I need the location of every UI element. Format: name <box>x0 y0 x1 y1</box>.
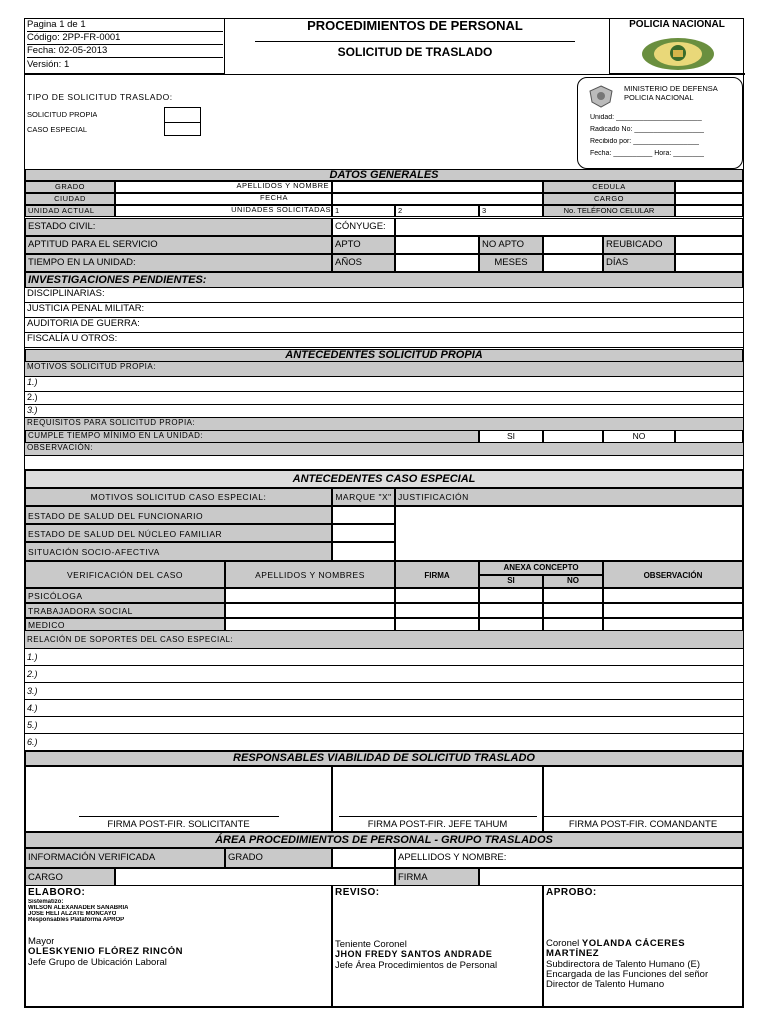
soportes-label: RELACIÓN DE SOPORTES DEL CASO ESPECIAL: <box>25 631 743 649</box>
observacion-blank[interactable] <box>25 456 743 470</box>
form-code: Código: 2PP-FR-0001 <box>27 32 223 45</box>
inv-disciplinarias[interactable]: DISCIPLINARIAS: <box>25 288 743 303</box>
unidad-3-field[interactable]: 3 <box>479 205 543 217</box>
verif-psicologa-label: PSICÓLOGA <box>25 588 225 603</box>
firma-solicitante-box[interactable] <box>25 766 332 832</box>
motivos-propia-label: MOTIVOS SOLICITUD PROPIA: <box>25 362 743 377</box>
trabajadora-no-field[interactable] <box>543 603 603 618</box>
grado-label: GRADO <box>25 181 115 193</box>
elaboro-persona-1: WILSON ALEXANADER SANABRIA <box>28 905 129 911</box>
firma-comandante-label: FIRMA POST-FIR. COMANDANTE <box>568 819 718 830</box>
motivo-socio-afectiva: SITUACIÓN SOCIO-AFECTIVA <box>25 542 332 561</box>
motivo-propia-1[interactable]: 1.) <box>25 377 743 392</box>
cedula-field[interactable] <box>675 181 743 193</box>
inv-auditoria[interactable]: AUDITORIA DE GUERRA: <box>25 318 743 333</box>
tipo-especial-label: CASO ESPECIAL <box>27 125 88 134</box>
form-page <box>24 18 744 1008</box>
form-subtitle: SOLICITUD DE TRASLADO <box>337 45 493 59</box>
psicologa-firma-field[interactable] <box>395 588 479 603</box>
cargo-field[interactable] <box>675 193 743 205</box>
stamp-fecha-hora: Fecha: __________ Hora: ________ <box>590 150 705 157</box>
elaboro-box <box>25 885 332 1007</box>
trabajadora-nombre-field[interactable] <box>225 603 395 618</box>
trabajadora-obs-field[interactable] <box>603 603 743 618</box>
motivo-salud-familiar: ESTADO DE SALUD DEL NÚCLEO FAMILIAR <box>25 524 332 542</box>
area-cargo-field[interactable] <box>115 868 395 886</box>
medico-nombre-field[interactable] <box>225 618 395 631</box>
tipo-especial-checkbox[interactable] <box>164 122 201 136</box>
medico-no-field[interactable] <box>543 618 603 631</box>
psicologa-obs-field[interactable] <box>603 588 743 603</box>
aprobo-label: APROBÓ: <box>546 887 597 898</box>
soporte-1[interactable]: 1.) <box>25 649 743 666</box>
verif-observacion-label: OBSERVACIÓN <box>603 561 743 588</box>
cumple-tiempo-label: CUMPLE TIEMPO MÍNIMO EN LA UNIDAD: <box>25 430 479 443</box>
unidad-2-field[interactable]: 2 <box>395 205 479 217</box>
apellidos-label: APELLIDOS Y NOMBRE <box>236 181 329 190</box>
psicologa-nombre-field[interactable] <box>225 588 395 603</box>
justificacion-label: JUSTIFICACIÓN <box>395 488 743 506</box>
reviso-name: JHON FREDY SANTOS ANDRADE <box>335 949 493 959</box>
marque-x-label: MARQUE "X" <box>332 488 395 506</box>
anexa-no-label: NO <box>543 575 603 588</box>
cargo-label: CARGO <box>543 193 675 205</box>
cumple-no-label: NO <box>603 430 675 443</box>
info-verificada-label: INFORMACIÓN VERIFICADA <box>25 848 225 868</box>
area-firma-label: FIRMA <box>395 868 479 886</box>
elaboro-label: ELABORO: <box>28 887 86 898</box>
motivo-propia-3[interactable]: 3.) <box>25 405 743 418</box>
justificacion-field[interactable] <box>395 506 743 561</box>
reubicado-field[interactable] <box>675 236 743 254</box>
area-grado-field[interactable] <box>332 848 395 868</box>
inv-fiscalia[interactable]: FISCALÍA U OTROS: <box>25 333 743 348</box>
header-meta <box>25 19 225 74</box>
medico-obs-field[interactable] <box>603 618 743 631</box>
medico-si-field[interactable] <box>479 618 543 631</box>
verif-firma-label: FIRMA <box>395 561 479 588</box>
meses-field[interactable] <box>543 254 603 272</box>
aprobo-name-2: MARTÍNEZ <box>546 948 600 959</box>
elaboro-responsables: Responsables Plataforma APROP <box>28 917 125 923</box>
cumple-si-label: SI <box>479 430 543 443</box>
cedula-label: CEDULA <box>543 181 675 193</box>
reviso-box <box>332 885 543 1007</box>
apto-field[interactable] <box>395 236 479 254</box>
anexa-concepto-label: ANEXA CONCEPTO <box>479 561 603 575</box>
area-apellidos-field[interactable]: APELLIDOS Y NOMBRE: <box>395 848 743 868</box>
telefono-label: No. TELÉFONO CELULAR <box>543 205 675 217</box>
reviso-role: Jefe Área Procedimientos de Personal <box>335 960 498 971</box>
psicologa-no-field[interactable] <box>543 588 603 603</box>
observacion-label: OBSERVACIÓN: <box>25 443 743 456</box>
motivos-especial-label: MOTIVOS SOLICITUD CASO ESPECIAL: <box>25 488 332 506</box>
soporte-3[interactable]: 3.) <box>25 683 743 700</box>
psicologa-si-field[interactable] <box>479 588 543 603</box>
area-firma-field[interactable] <box>479 868 743 886</box>
estado-civil-label: ESTADO CIVIL: <box>25 218 332 236</box>
motivo-propia-2[interactable]: 2.) <box>25 392 743 405</box>
trabajadora-si-field[interactable] <box>479 603 543 618</box>
medico-firma-field[interactable] <box>395 618 479 631</box>
cumple-si-field[interactable] <box>543 430 603 443</box>
aprobo-role-2: Encargada de las Funciones del señor <box>546 969 709 980</box>
unidades-solicitadas-label: UNIDADES SOLICITADAS <box>231 205 331 214</box>
stamp-radicado: Radicado No: __________________ <box>590 126 705 133</box>
stamp-recibido: Recibido por: _________________ <box>590 138 700 145</box>
tipo-label: TIPO DE SOLICITUD TRASLADO: <box>27 92 173 102</box>
firma-comandante-box[interactable] <box>543 766 743 832</box>
no-apto-label: NO APTO <box>479 236 543 254</box>
area-grado-label: GRADO <box>225 848 332 868</box>
elaboro-role: Jefe Grupo de Ubicación Laboral <box>28 957 167 968</box>
aprobo-name-1: YOLANDA CÁCERES <box>581 938 686 949</box>
anos-label: AÑOS <box>332 254 395 272</box>
responsables-header: RESPONSABLES VIABILIDAD DE SOLICITUD TRASLADO <box>25 751 743 766</box>
datos-generales-header: DATOS GENERALES <box>25 169 743 181</box>
verificacion-label: VERIFICACIÓN DEL CASO <box>25 561 225 588</box>
firma-solicitante-label: FIRMA POST-FIR. SOLICITANTE <box>107 819 250 830</box>
reviso-label: REVISO: <box>335 887 380 898</box>
no-apto-field[interactable] <box>543 236 603 254</box>
org-name: POLICIA NACIONAL <box>629 19 725 30</box>
org-logo-box <box>609 19 745 74</box>
form-title: PROCEDIMIENTOS DE PERSONAL <box>307 19 523 33</box>
reubicado-label: REUBICADO <box>603 236 675 254</box>
soporte-4[interactable]: 4.) <box>25 700 743 717</box>
antecedentes-especial-header: ANTECEDENTES CASO ESPECIAL <box>25 470 743 488</box>
area-header: ÁREA PROCEDIMIENTOS DE PERSONAL - GRUPO TRASLADOS <box>25 832 743 848</box>
soporte-6[interactable]: 6.) <box>25 734 743 751</box>
marque-socio-afectiva[interactable] <box>332 542 395 561</box>
anexa-si-label: SI <box>479 575 543 588</box>
motivo-salud-funcionario: ESTADO DE SALUD DEL FUNCIONARIO <box>25 506 332 524</box>
soporte-2[interactable]: 2.) <box>25 666 743 683</box>
meses-label: MESES <box>479 254 543 272</box>
unidad-1-field[interactable]: 1 <box>332 205 395 217</box>
telefono-field[interactable] <box>675 205 743 217</box>
investigaciones-header: INVESTIGACIONES PENDIENTES: <box>25 272 743 288</box>
dias-field[interactable] <box>675 254 743 272</box>
tipo-propia-checkbox[interactable] <box>164 107 201 123</box>
reviso-rank: Teniente Coronel <box>335 939 407 950</box>
elaboro-rank: Mayor <box>28 936 55 947</box>
firma-jefe-label: FIRMA POST-FIR. JEFE TAHUM <box>367 819 508 830</box>
conyuge-field[interactable] <box>395 218 743 236</box>
unidad-actual-label: UNIDAD ACTUAL <box>25 205 115 217</box>
fecha-field[interactable] <box>332 193 543 205</box>
anos-field[interactable] <box>395 254 479 272</box>
aptitud-label: APTITUD PARA EL SERVICIO <box>25 236 332 254</box>
soporte-5[interactable]: 5.) <box>25 717 743 734</box>
requisitos-label: REQUISITOS PARA SOLICITUD PROPIA: <box>25 418 743 431</box>
dias-label: DÍAS <box>603 254 675 272</box>
elaboro-name: OLESKYENIO FLÓREZ RINCÓN <box>28 946 184 957</box>
fecha-label: FECHA <box>260 193 288 202</box>
apto-label: APTO <box>332 236 395 254</box>
tipo-propia-label: SOLICITUD PROPIA <box>27 110 98 119</box>
firma-jefe-box[interactable] <box>332 766 543 832</box>
cumple-no-field[interactable] <box>675 430 743 443</box>
verif-trabajadora-label: TRABAJADORA SOCIAL <box>25 603 225 618</box>
reception-stamp <box>577 77 743 169</box>
form-version: Versión: 1 <box>27 59 70 70</box>
area-cargo-label: CARGO <box>25 868 115 886</box>
conyuge-label: CÓNYUGE: <box>332 218 395 236</box>
police-emblem-icon <box>640 32 716 72</box>
page-number: Pagina 1 de 1 <box>27 19 223 32</box>
tiempo-label: TIEMPO EN LA UNIDAD: <box>25 254 332 272</box>
coat-of-arms-icon <box>588 84 614 108</box>
aprobo-box <box>543 885 743 1007</box>
elaboro-persona-2: JOSE HELI ALZATE MONCAYO <box>28 911 117 917</box>
antecedentes-propia-header: ANTECEDENTES SOLICITUD PROPIA <box>25 349 743 362</box>
stamp-police: POLICIA NACIONAL <box>624 93 694 102</box>
aprobo-role-3: Director de Talento Humano <box>546 979 665 990</box>
form-date: Fecha: 02-05-2013 <box>27 45 223 58</box>
apellidos-field[interactable] <box>332 181 543 193</box>
stamp-unidad: Unidad: ______________________ <box>590 114 702 121</box>
aprobo-rank: Coronel <box>546 938 580 949</box>
stamp-ministry: MINISTERIO DE DEFENSA <box>624 84 718 93</box>
ciudad-label: CIUDAD <box>25 193 115 205</box>
trabajadora-firma-field[interactable] <box>395 603 479 618</box>
marque-salud-funcionario[interactable] <box>332 506 395 524</box>
elaboro-sistematizo: Sistematizo: <box>28 899 64 905</box>
inv-justicia-penal[interactable]: JUSTICIA PENAL MILITAR: <box>25 303 743 318</box>
marque-salud-familiar[interactable] <box>332 524 395 542</box>
verif-apellidos-label: APELLIDOS Y NOMBRES <box>225 561 395 588</box>
verif-medico-label: MEDICO <box>25 618 225 631</box>
aprobo-role-1: Subdirectora de Talento Humano (E) <box>546 959 701 970</box>
